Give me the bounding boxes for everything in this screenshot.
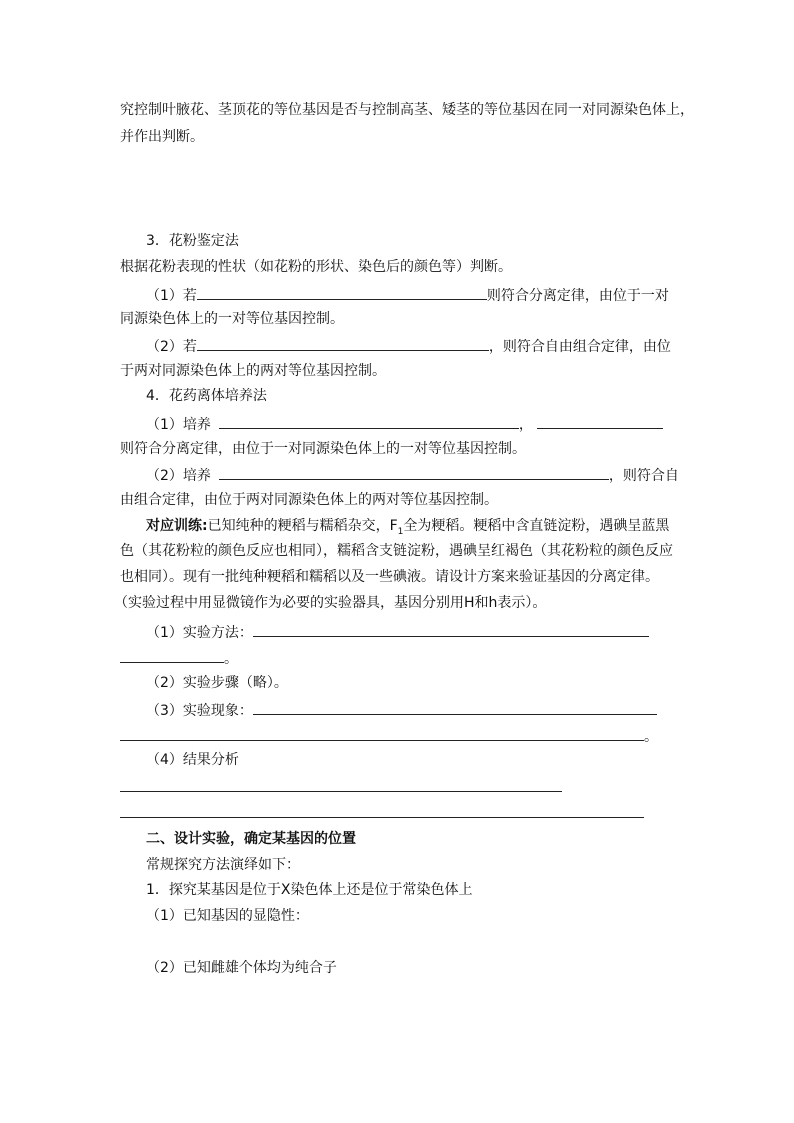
answer-blank[interactable] [537, 413, 663, 429]
section2-heading: 二、设计实验，确定某基因的位置 [146, 831, 356, 847]
training-label: 对应训练: [146, 518, 208, 534]
training-method-cont [120, 647, 238, 669]
answer-blank[interactable] [197, 335, 489, 351]
training-line-2: 色（其花粉粒的颜色反应也相同），糯稻含支链淀粉，遇碘呈红褐色（其花粉粒的颜色反应 [120, 543, 673, 559]
pollen-q2-prefix: （2）若 [146, 339, 197, 355]
anther-q2-cont: 由组合定律，由位于两对同源染色体上的两对等位基因控制。 [120, 492, 498, 508]
anther-heading: 4．花药离体培养法 [146, 388, 267, 404]
pollen-q2-suffix: ，则符合自由组合定律，由位 [488, 339, 671, 355]
answer-blank[interactable] [120, 647, 224, 663]
anther-q1-comma: ， [518, 417, 533, 433]
answer-blank[interactable] [219, 464, 609, 480]
training-text-a: 已知纯种的粳稻与糯稻杂交，F [207, 518, 398, 534]
pollen-q2 [146, 335, 671, 357]
phenomenon-label: （3）实验现象： [146, 703, 253, 719]
answer-blank[interactable] [197, 284, 487, 300]
section2-sub-1: （1）已知基因的显隐性： [146, 908, 309, 924]
anther-q1 [146, 413, 663, 435]
answer-line[interactable] [120, 817, 644, 818]
pollen-q2-cont: 于两对同源染色体上的两对等位基因控制。 [120, 363, 386, 379]
pollen-desc: 根据花粉表现的性状（如花粉的形状、染色后的颜色等）判断。 [120, 259, 512, 275]
training-text-b: 全为粳稻。粳稻中含直链淀粉，遇碘呈蓝黑 [403, 518, 670, 534]
answer-blank[interactable] [253, 699, 657, 715]
answer-blank[interactable] [253, 621, 649, 637]
training-line-4: （实验过程中用显微镜作为必要的实验器具，基因分别用H和h表示）。 [114, 595, 547, 611]
anther-q1-prefix: （1）培养 [146, 417, 211, 433]
answer-blank[interactable] [219, 413, 519, 429]
training-method [146, 621, 649, 643]
subscript-1: 1 [397, 526, 404, 537]
section2-intro: 常规探究方法演绎如下： [146, 857, 300, 873]
section2-item-1: 1．探究某基因是位于X染色体上还是位于常染色体上 [146, 882, 473, 898]
pollen-q1-prefix: （1）若 [146, 288, 197, 304]
pollen-q1-suffix: 则符合分离定律，由位于一对 [486, 288, 669, 304]
anther-q2 [146, 464, 679, 486]
phenomenon-end: 。 [644, 729, 658, 745]
training-analysis: （4）结果分析 [146, 752, 239, 768]
training-line-3: 也相同）。现有一批纯种粳稻和糯稻以及一些碘液。请设计方案来验证基因的分离定律。 [120, 569, 659, 585]
training-line-1 [146, 516, 669, 542]
training-phenomenon [146, 699, 657, 721]
intro-line-2: 并作出判断。 [120, 129, 204, 145]
intro-line-1: 究控制叶腋花、茎顶花的等位基因是否与控制高茎、矮茎的等位基因在同一对同源染色体上， [120, 102, 694, 118]
training-phenomenon-cont [120, 725, 658, 747]
section2-sub-2: （2）已知雌雄个体均为纯合子 [146, 960, 337, 976]
anther-q2-prefix: （2）培养 [146, 468, 211, 484]
anther-q1-cont: 则符合分离定律，由位于一对同源染色体上的一对等位基因控制。 [120, 441, 526, 457]
answer-line[interactable] [120, 791, 562, 792]
method-end: 。 [224, 651, 238, 667]
method-label: （1）实验方法： [146, 625, 253, 641]
answer-blank[interactable] [120, 725, 644, 741]
pollen-heading: 3．花粉鉴定法 [146, 233, 239, 249]
pollen-q1 [146, 284, 669, 306]
anther-q2-suffix: ，则符合自 [608, 468, 679, 484]
pollen-q1-cont: 同源染色体上的一对等位基因控制。 [120, 311, 344, 327]
training-steps: （2）实验步骤（略）。 [146, 675, 288, 691]
